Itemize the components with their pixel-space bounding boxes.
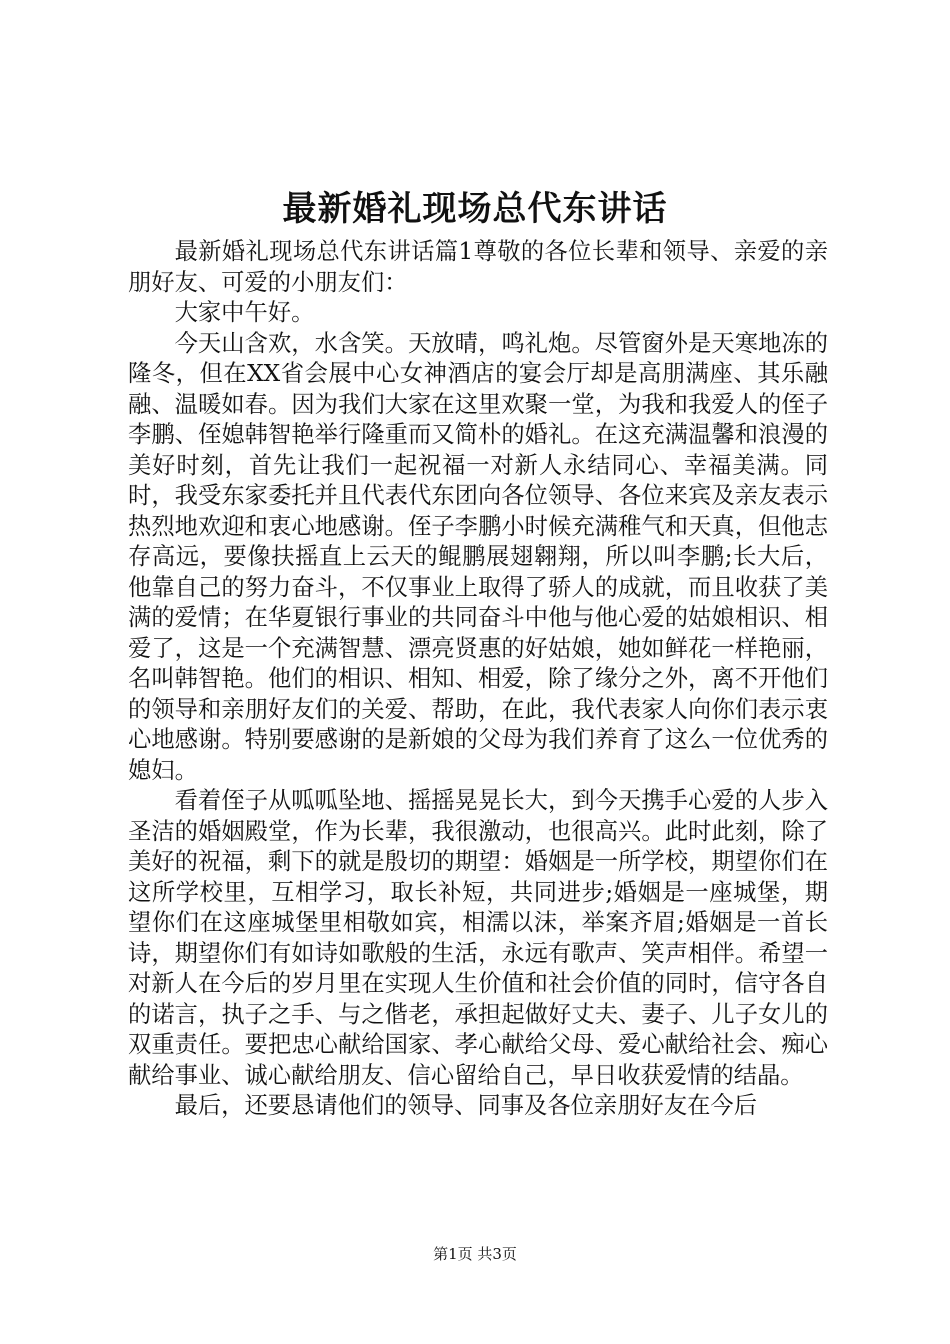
paragraph: 看着侄子从呱呱坠地、摇摇晃晃长大，到今天携手心爱的人步入圣洁的婚姻殿堂，作为长辈，我很激动，也很高兴。此时此刻，除了美好的祝福，剩下的就是殷切的期望：婚姻是一所学校，期望你们在这所学校里，互相学习，取长补短，共同进步;婚姻是一座城堡，期望你们在这座城堡里相敬如宾，相濡以沫，举案齐眉;婚姻是一首长诗，期望你们有如诗如歌般的生活，永远有歌声、笑声相伴。希望一对新人在今后的岁月里在实现人生价值和社会价值的同时，信守各自的诺言，执子之手、与之偕老，承担起做好丈夫、妻子、儿子女儿的双重责任。要把忠心献给国家、孝心献给父母、爱心献给社会、痴心献给事业、诚心献给朋友、信心留给自己，早日收获爱情的结晶。 — [128, 787, 828, 1089]
document-body — [128, 237, 828, 1122]
paragraph: 大家中午好。 — [174, 299, 315, 326]
paragraph: 今天山含欢，水含笑。天放晴，鸣礼炮。尽管窗外是天寒地冻的隆冬，但在XX省会展中心女神酒店的宴会厅却是高朋满座、其乐融融、温暖如春。因为我们大家在这里欢聚一堂，为我和我爱人的侄子李鹏、侄媳韩智艳举行隆重而又简朴的婚礼。在这充满温馨和浪漫的美好时刻，首先让我们一起祝福一对新人永结同心、幸福美满。同时，我受东家委托并且代表代东团向各位领导、各位来宾及亲友表示热烈地欢迎和衷心地感谢。侄子李鹏小时候充满稚气和天真，但他志存高远，要像扶摇直上云天的鲲鹏展翅翱翔，所以叫李鹏;长大后，他靠自己的努力奋斗，不仅事业上取得了骄人的成就，而且收获了美满的爱情；在华夏银行事业的共同奋斗中他与他心爱的姑娘相识、相爱了，这是一个充满智慧、漂亮贤惠的好姑娘，她如鲜花一样艳丽，名叫韩智艳。他们的相识、相知、相爱，除了缘分之外，离不开他们的领导和亲朋好友们的关爱、帮助，在此，我代表家人向你们表示衷心地感谢。特别要感谢的是新娘的父母为我们养育了这么一位优秀的媳妇。 — [128, 329, 828, 784]
paragraph: 最新婚礼现场总代东讲话篇1尊敬的各位长辈和领导、亲爱的亲朋好友、可爱的小朋友们： — [128, 238, 828, 296]
page-footer: 第1页 共3页 — [433, 1245, 517, 1263]
paragraph: 最后，还要恳请他们的领导、同事及各位亲朋好友在今后 — [174, 1092, 758, 1119]
document-title: 最新婚礼现场总代东讲话 — [282, 189, 668, 229]
